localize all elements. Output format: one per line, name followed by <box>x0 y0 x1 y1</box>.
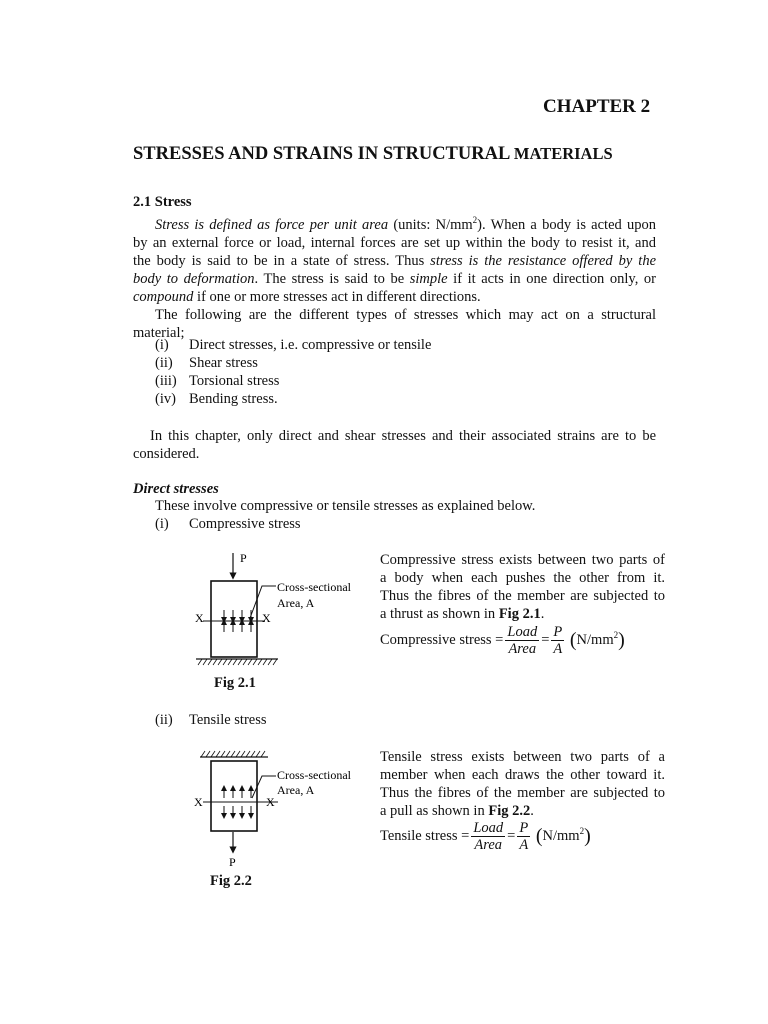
section-label-left: X <box>194 795 203 809</box>
formula-label: Compressive stress = <box>380 631 504 648</box>
load-label: P <box>240 551 247 565</box>
list-text: Shear stress <box>189 355 258 371</box>
fraction-p-a <box>517 820 530 853</box>
units-text: N/mm <box>542 827 580 844</box>
list-text: Torsional stress <box>189 373 280 389</box>
area-label: Area, A <box>277 596 315 610</box>
list-item <box>155 373 555 391</box>
list-num: (ii) <box>155 355 173 371</box>
units-sup: 2 <box>613 630 619 640</box>
denominator: Area <box>508 641 537 657</box>
text: if it acts in one direction only, or <box>447 270 656 287</box>
figure-ref: Fig 2.1 <box>498 606 541 622</box>
tensile-label <box>155 712 267 729</box>
units-sup: 2 <box>579 826 585 836</box>
figure-2-1-caption: Fig 2.1 <box>214 675 256 691</box>
desc-line: a body when each pushes the other from it. <box>380 570 665 586</box>
list-item <box>155 337 555 355</box>
chapter-title <box>133 144 613 165</box>
desc-line: Compressive stress exists between two parts of <box>380 552 665 568</box>
fraction-p-a <box>551 624 564 657</box>
numerator: P <box>519 820 529 836</box>
item-label: Compressive stress <box>189 516 301 532</box>
para-line <box>133 252 656 270</box>
fraction-load-area <box>471 820 505 853</box>
direct-stresses-heading: Direct stresses <box>133 481 219 497</box>
para-line: by an external force or load, internal forces are set up within the body to resist it, and <box>133 234 656 251</box>
item-num: (i) <box>155 516 169 532</box>
chapter-title-tail: MATERIALS <box>513 144 613 163</box>
numerator: Load <box>473 820 504 836</box>
italic-text: simple <box>409 270 448 287</box>
units: $(N/mm^2)$ <box>535 825 591 847</box>
compressive-label <box>155 516 301 533</box>
direct-stresses-intro: These involve compressive or tensile stresses as explained below. <box>155 498 536 514</box>
section-label-right: X <box>262 611 271 625</box>
para-line: considered. <box>133 446 200 462</box>
desc-line <box>380 605 665 623</box>
list-item <box>155 355 555 373</box>
numerator: Load <box>507 624 538 640</box>
load-label: P <box>229 855 236 869</box>
stress-definition-paragraph <box>133 211 656 342</box>
numerator: P <box>553 624 563 640</box>
equals-sign: = <box>541 631 550 648</box>
cross-section-label: Cross-sectional <box>277 580 351 594</box>
desc-line: Thus the fibres of the member are subjected to <box>380 785 665 801</box>
formula-label: Tensile stress = <box>380 827 470 844</box>
area-label: Area, A <box>277 783 315 797</box>
text: the body is said to be in a state of stress. Thus <box>133 252 431 269</box>
para-line <box>133 211 656 234</box>
chapter-heading: CHAPTER 2 <box>543 96 651 117</box>
italic-text: body to deformation <box>133 270 255 287</box>
section-label-left: X <box>195 611 204 625</box>
list-num: (iv) <box>155 391 176 407</box>
text: . <box>540 606 545 622</box>
section-label-right: X <box>266 795 275 809</box>
member-block <box>211 581 257 657</box>
ground-hatch <box>198 659 277 665</box>
item-label: Tensile stress <box>189 712 267 728</box>
member-block <box>211 761 257 831</box>
scope-paragraph <box>133 427 656 463</box>
para-line: In this chapter, only direct and shear stresses and their associated strains are to be <box>150 428 656 444</box>
para-line <box>133 270 656 288</box>
text: . The stress is said to be <box>254 270 410 287</box>
figure-ref: Fig 2.2 <box>488 803 531 819</box>
desc-line: Tensile stress exists between two parts of a <box>380 749 665 765</box>
para-line <box>133 288 656 306</box>
units: $(N/mm^2)$ <box>569 629 625 651</box>
denominator: Area <box>474 837 503 853</box>
list-num: (i) <box>155 337 169 353</box>
para-line: material; <box>133 324 185 341</box>
support-hatch <box>201 751 265 757</box>
chapter-title-main: STRESSES AND STRAINS IN STRUCTURAL <box>133 144 510 164</box>
units-text: (units: N/mm <box>388 216 473 233</box>
desc-line: member when each draws the other toward it. <box>380 767 665 783</box>
list-item <box>155 391 555 409</box>
units-text: N/mm <box>576 631 614 648</box>
figure-2-1-diagram <box>190 548 370 673</box>
denominator: A <box>519 837 529 853</box>
desc-line: Thus the fibres of the member are subjected to <box>380 588 665 604</box>
list-text: Bending stress. <box>189 391 278 407</box>
tensile-formula <box>380 820 591 853</box>
desc-line <box>380 802 665 820</box>
list-text: Direct stresses, i.e. compressive or tensile <box>189 337 432 353</box>
section-heading: 2.1 Stress <box>133 194 192 210</box>
italic-text: stress is the resistance offered by the <box>430 252 656 269</box>
text: . <box>530 803 534 819</box>
fraction-load-area <box>505 624 539 657</box>
item-num: (ii) <box>155 712 173 728</box>
text: a pull as shown in <box>380 803 489 819</box>
italic-text: compound <box>133 288 194 305</box>
figure-2-2-caption: Fig 2.2 <box>210 873 252 889</box>
para-line: The following are the different types of stresses which may act on a structural <box>155 306 656 323</box>
figure-2-2-diagram <box>190 748 370 873</box>
units-sup: 2 <box>472 215 478 225</box>
stress-types-list <box>155 337 555 409</box>
definition-text: Stress is defined as force per unit area <box>155 216 389 233</box>
text: if one or more stresses act in different directions. <box>193 288 481 305</box>
tensile-description <box>380 748 665 820</box>
units-post: ). When a body is acted upon <box>477 216 656 233</box>
equals-sign: = <box>507 827 516 844</box>
text: a thrust as shown in <box>380 606 499 622</box>
denominator: A <box>553 641 563 657</box>
list-num: (iii) <box>155 373 177 389</box>
compressive-description <box>380 551 665 623</box>
compressive-formula <box>380 624 625 657</box>
cross-section-label: Cross-sectional <box>277 768 351 782</box>
